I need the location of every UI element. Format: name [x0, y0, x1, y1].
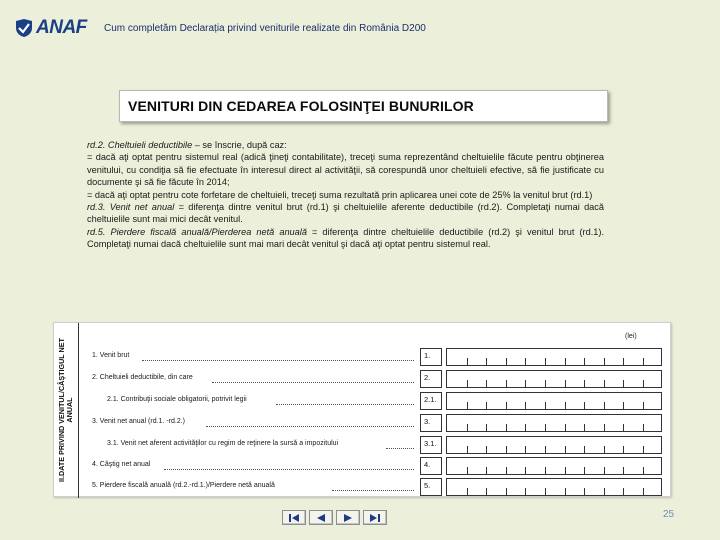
digit-separator — [584, 488, 585, 495]
next-page-button[interactable] — [336, 510, 360, 525]
digit-separator — [525, 358, 526, 365]
digit-separator — [545, 402, 546, 409]
digit-separator — [506, 424, 507, 431]
digit-separator — [506, 358, 507, 365]
digit-separator — [643, 402, 644, 409]
dotted-leader — [386, 448, 414, 449]
explanation-text — [87, 139, 604, 251]
row-number: 3. — [420, 414, 442, 432]
digit-separator — [506, 380, 507, 387]
digit-separator — [467, 446, 468, 453]
digit-separator — [604, 424, 605, 431]
row-label: 2. Cheltuieli deductibile, din care — [92, 374, 193, 381]
digit-separator — [486, 488, 487, 495]
digit-separator — [565, 467, 566, 474]
digit-separator — [467, 424, 468, 431]
rd5-rest: = diferenţa dintre cheltuielile deductibile (rd.2) şi venitul brut (rd.1). Completaţi numai dacă cheltuielile sunt mai mari decât venitul şi dacă aţi optat pentru sistemul real. — [87, 226, 604, 250]
digit-separator — [486, 380, 487, 387]
digit-separator — [643, 446, 644, 453]
slide-navigation — [282, 510, 387, 525]
row-label: 3.1. Venit net aferent activităţilor cu regim de reţinere la sursă a impozitului — [107, 440, 339, 447]
row-number: 4. — [420, 457, 442, 475]
digit-separator — [467, 402, 468, 409]
form-row — [54, 478, 672, 498]
digit-separator — [565, 446, 566, 453]
digit-separator — [584, 424, 585, 431]
slide-header — [0, 0, 720, 48]
digit-separator — [525, 402, 526, 409]
digit-separator — [525, 446, 526, 453]
digit-separator — [623, 380, 624, 387]
amount-field[interactable] — [446, 370, 662, 388]
digit-separator — [604, 402, 605, 409]
digit-separator — [486, 467, 487, 474]
digit-separator — [584, 380, 585, 387]
digit-separator — [545, 488, 546, 495]
page-number: 25 — [663, 509, 675, 520]
digit-separator — [565, 402, 566, 409]
digit-separator — [545, 358, 546, 365]
form-row — [54, 370, 672, 390]
digit-separator — [623, 446, 624, 453]
digit-separator — [467, 467, 468, 474]
rd5-lead: rd.5. Pierdere fiscală anuală/Pierderea netă anuală — [87, 226, 307, 237]
digit-separator — [545, 467, 546, 474]
digit-separator — [467, 358, 468, 365]
dotted-leader — [332, 490, 414, 491]
digit-separator — [604, 488, 605, 495]
first-page-icon — [288, 513, 300, 523]
dotted-leader — [276, 404, 414, 405]
digit-separator — [525, 380, 526, 387]
unit-label: (lei) — [625, 333, 637, 340]
digit-separator — [604, 467, 605, 474]
row-number: 1. — [420, 348, 442, 366]
rd2-lead: rd.2. Cheltuieli deductibile — [87, 140, 193, 150]
row-label: 5. Pierdere fiscală anuală (rd.2.-rd.1.)/Pierdere netă anuală — [92, 482, 275, 489]
digit-separator — [525, 467, 526, 474]
digit-separator — [584, 402, 585, 409]
row-label: 4. Câştig net anual — [92, 461, 151, 468]
anaf-logo — [14, 17, 87, 39]
row-number: 5. — [420, 478, 442, 496]
digit-separator — [643, 488, 644, 495]
shield-icon — [14, 18, 34, 38]
digit-separator — [604, 358, 605, 365]
first-page-button[interactable] — [282, 510, 306, 525]
row-number: 2. — [420, 370, 442, 388]
digit-separator — [643, 358, 644, 365]
form-excerpt — [53, 322, 671, 497]
digit-separator — [545, 446, 546, 453]
digit-separator — [643, 424, 644, 431]
amount-field[interactable] — [446, 348, 662, 366]
section-title-box — [119, 90, 608, 122]
digit-separator — [565, 380, 566, 387]
rd3-lead: rd.3. Venit net anual — [87, 202, 175, 213]
digit-separator — [643, 380, 644, 387]
dotted-leader — [206, 426, 414, 427]
amount-field[interactable] — [446, 436, 662, 454]
digit-separator — [486, 424, 487, 431]
digit-separator — [584, 358, 585, 365]
rd3-rest: = diferenţa dintre venitul brut (rd.1) şi cheltuielile aferente deductibile (rd.2). Completaţi numai dacă cheltuielile sunt mai mici decât venitul. — [87, 202, 604, 225]
dotted-leader — [212, 382, 414, 383]
form-row — [54, 457, 672, 477]
dotted-leader — [164, 469, 414, 470]
logo-text: ANAF — [36, 17, 87, 38]
section-title: VENITURI DIN CEDAREA FOLOSINŢEI BUNURILOR — [128, 98, 474, 114]
digit-separator — [584, 446, 585, 453]
paragraph-rd5 — [87, 226, 604, 251]
digit-separator — [486, 358, 487, 365]
digit-separator — [545, 380, 546, 387]
digit-separator — [604, 446, 605, 453]
digit-separator — [545, 424, 546, 431]
digit-separator — [565, 424, 566, 431]
amount-field[interactable] — [446, 457, 662, 475]
last-page-icon — [369, 513, 381, 523]
rd2-rest: – se înscrie, după caz: — [192, 140, 287, 150]
digit-separator — [525, 424, 526, 431]
digit-separator — [506, 488, 507, 495]
digit-separator — [565, 358, 566, 365]
amount-field[interactable] — [446, 478, 662, 496]
digit-separator — [643, 467, 644, 474]
form-row — [54, 348, 672, 368]
digit-separator — [623, 358, 624, 365]
digit-separator — [486, 402, 487, 409]
digit-separator — [506, 446, 507, 453]
row-label: 2.1. Contribuţii sociale obligatorii, potrivit legii — [107, 396, 247, 403]
dotted-leader — [142, 360, 414, 361]
previous-page-icon — [315, 513, 327, 523]
digit-separator — [623, 424, 624, 431]
form-row — [54, 392, 672, 412]
digit-separator — [623, 402, 624, 409]
digit-separator — [506, 467, 507, 474]
row-label: 3. Venit net anual (rd.1. -rd.2.) — [92, 418, 185, 425]
digit-separator — [506, 402, 507, 409]
paragraph-rd2 — [87, 139, 604, 151]
amount-field[interactable] — [446, 414, 662, 432]
digit-separator — [467, 488, 468, 495]
amount-field[interactable] — [446, 392, 662, 410]
digit-separator — [565, 488, 566, 495]
paragraph-real-system: = dacă aţi optat pentru sistemul real (adică ţineţi contabilitate), treceţi suma reprezentând cheltuielile făcute pentru obţinerea venitului, cu condiţia să fie efectuate în interesul direct al activităţii, să corespundă unor cheltuieli efective, să fie justificate cu documente şi să fie făcute în 2014; — [87, 152, 604, 188]
form-row — [54, 414, 672, 434]
paragraph-flat-rate: = dacă aţi optat pentru cote forfetare de cheltuieli, treceţi suma rezultată prin aplicarea unei cote de 25% la venitul brut (rd.1) — [87, 189, 593, 200]
digit-separator — [623, 488, 624, 495]
header-title: Cum completăm Declarația privind veniturile realizate din România D200 — [104, 23, 426, 34]
form-row — [54, 436, 672, 456]
last-page-button[interactable] — [363, 510, 387, 525]
row-number: 2.1. — [420, 392, 442, 410]
previous-page-button[interactable] — [309, 510, 333, 525]
digit-separator — [584, 467, 585, 474]
row-number: 3.1. — [420, 436, 442, 454]
next-page-icon — [342, 513, 354, 523]
digit-separator — [623, 467, 624, 474]
row-label: 1. Venit brut — [92, 352, 130, 359]
digit-separator — [486, 446, 487, 453]
digit-separator — [525, 488, 526, 495]
paragraph-rd3 — [87, 201, 604, 226]
digit-separator — [467, 380, 468, 387]
side-label-text: II.DATE PRIVIND VENITUL/CÂŞTIGUL NET ANUAL — [57, 338, 74, 482]
digit-separator — [604, 380, 605, 387]
